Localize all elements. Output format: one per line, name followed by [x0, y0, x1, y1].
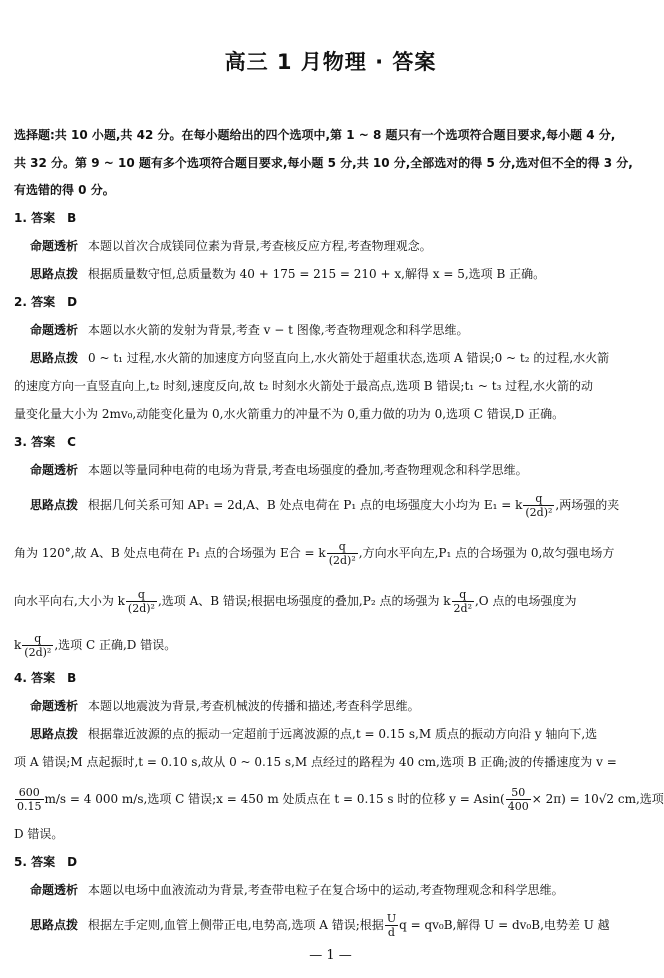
q5-insight-text: 本题以电场中血液流动为背景,考查带电粒子在复合场中的运动,考查物理观念和科学思维。: [88, 883, 564, 897]
q3-hint-4: [14, 630, 648, 660]
q1-hint-text: 根据质量数守恒,总质量数为 40 + 175 = 215 = 210 + x,解得 x = 5,选项 B 正确。: [88, 267, 546, 281]
fraction-numerator: q: [22, 632, 53, 646]
q4-hint-2: 项 A 错误;M 点起振时,t = 0.10 s,故从 0 ~ 0.15 s,M 点经过的路程为 40 cm,选项 B 正确;波的传播速度为 v =: [14, 755, 617, 769]
q2-hint-1: [30, 350, 648, 366]
q4-hint-4: D 错误。: [14, 827, 64, 841]
hint-label: 思路点拨: [30, 351, 79, 365]
q2-insight-text: 本题以水火箭的发射为背景,考查 v − t 图像,考查物理观念和科学思维。: [88, 323, 469, 337]
page-number: — 1 —: [309, 948, 352, 963]
fraction-denominator: 2d²: [453, 602, 472, 615]
q4-hint-text-3b: × 2π) = 10√2 cm,选项: [531, 792, 664, 806]
fraction-numerator: q: [452, 588, 474, 602]
insight-label: 命题透析: [30, 463, 79, 477]
fraction-denominator: d: [387, 926, 395, 939]
fraction: [327, 540, 358, 567]
q2-insight: [30, 322, 648, 338]
q3-hint-text-1b: ,两场强的夹: [555, 498, 620, 512]
q3-insight: [30, 462, 648, 478]
q5-hint: [30, 910, 648, 940]
q3-answer: 3. 答案 C: [14, 435, 76, 449]
hint-label: 思路点拨: [30, 918, 79, 932]
fraction-denominator: (2d)²: [525, 506, 553, 519]
q3-hint-text-3a: 向水平向右,大小为 k: [14, 594, 125, 608]
hint-label: 思路点拨: [30, 727, 79, 741]
fraction-numerator: U: [386, 912, 397, 925]
insight-label: 命题透析: [30, 323, 79, 337]
q4-answer: 4. 答案 B: [14, 671, 77, 685]
insight-label: 命题透析: [30, 883, 79, 897]
hint-label: 思路点拨: [30, 267, 79, 281]
q2-answer: 2. 答案 D: [14, 295, 78, 309]
q3-hint-text-2a: 角为 120°,故 A、B 处点电荷在 P₁ 点的合场强为 E合 = k: [14, 546, 326, 560]
fraction-numerator: 50: [506, 786, 531, 800]
fraction: [385, 912, 398, 939]
q3-hint-text-3c: ,O 点的电场强度为: [474, 594, 577, 608]
fraction: [22, 632, 53, 659]
fraction: [452, 588, 474, 615]
insight-label: 命题透析: [30, 699, 79, 713]
fraction-denominator: (2d)²: [127, 602, 155, 615]
q3-hint-1: [30, 490, 648, 520]
q4-hint-text-3a: m/s = 4 000 m/s,选项 C 错误;x = 450 m 处质点在 t = 0.15 s 时的位移 y = Asin(: [44, 792, 505, 806]
q1-answer: 1. 答案 B: [14, 211, 77, 225]
q5-answer: 5. 答案 D: [14, 855, 78, 869]
fraction-denominator: (2d)²: [328, 554, 356, 567]
q2-hint-3: 量变化量大小为 2mv₀,动能变化量为 0,水火箭重力的冲量不为 0,重力做的功为 0,选项 C 错误,D 正确。: [14, 407, 565, 421]
q3-hint-text-3b: ,选项 A、B 错误;根据电场强度的叠加,P₂ 点的场强为 k: [157, 594, 451, 608]
fraction-numerator: q: [523, 492, 554, 506]
q3-hint-3: [14, 586, 648, 616]
fraction-denominator: (2d)²: [24, 646, 52, 659]
hint-label: 思路点拨: [30, 498, 79, 512]
q2-hint-2: 的速度方向一直竖直向上,t₂ 时刻,速度反向,故 t₂ 时刻水火箭处于最高点,选项 B 错误;t₁ ~ t₃ 过程,水火箭的动: [14, 379, 594, 393]
intro-line-2: 共 32 分。第 9 ~ 10 题有多个选项符合题目要求,每小题 5 分,共 10 分,全部选对的得 5 分,选对但不全的得 3 分,: [14, 156, 633, 170]
q4-insight-text: 本题以地震波为背景,考查机械波的传播和描述,考查科学思维。: [88, 699, 420, 713]
k-symbol: k: [14, 638, 22, 652]
q4-hint-3: [14, 784, 664, 814]
q3-hint-text-4b: ,选项 C 正确,D 错误。: [54, 638, 177, 652]
q3-hint-text-1a: 根据几何关系可知 AP₁ = 2d,A、B 处点电荷在 P₁ 点的电场强度大小均为 E₁ = k: [88, 498, 523, 512]
intro-line-1: 选择题:共 10 小题,共 42 分。在每小题给出的四个选项中,第 1 ~ 8 题只有一个选项符合题目要求,每小题 4 分,: [14, 128, 616, 142]
q4-hint-text-1: 根据靠近波源的点的振动一定超前于远离波源的点,t = 0.15 s,M 质点的振动方向沿 y 轴向下,选: [88, 727, 598, 741]
fraction: [126, 588, 157, 615]
q5-hint-text-a: 根据左手定则,血管上侧带正电,电势高,选项 A 错误;根据: [88, 918, 384, 932]
fraction-numerator: q: [126, 588, 157, 602]
q1-insight: [30, 238, 648, 254]
q1-hint: [30, 266, 648, 282]
q3-hint-text-2b: ,方向水平向左,P₁ 点的合场强为 0,故匀强电场方: [358, 546, 615, 560]
q5-hint-text-b: q = qv₀B,解得 U = dv₀B,电势差 U 越: [399, 918, 610, 932]
fraction: [506, 786, 531, 813]
fraction-numerator: q: [327, 540, 358, 554]
fraction-numerator: 600: [15, 786, 44, 800]
fraction-denominator: 400: [507, 800, 529, 813]
insight-label: 命题透析: [30, 239, 79, 253]
q2-hint-text-1: 0 ~ t₁ 过程,水火箭的加速度方向竖直向上,水火箭处于超重状态,选项 A 错误;0 ~ t₂ 的过程,水火箭: [88, 351, 610, 365]
q3-insight-text: 本题以等量同种电荷的电场为背景,考查电场强度的叠加,考查物理观念和科学思维。: [88, 463, 528, 477]
q3-hint-2: [14, 538, 648, 568]
page-title: 高三 1 月物理 · 答案: [224, 50, 437, 74]
q4-hint-1: [30, 726, 648, 742]
fraction: [523, 492, 554, 519]
intro-line-3: 有选错的得 0 分。: [14, 183, 115, 197]
fraction-denominator: 0.15: [17, 800, 42, 813]
q4-insight: [30, 698, 648, 714]
q5-insight: [30, 882, 648, 898]
fraction: [15, 786, 44, 813]
q1-insight-text: 本题以首次合成镁同位素为背景,考查核反应方程,考查物理观念。: [88, 239, 432, 253]
